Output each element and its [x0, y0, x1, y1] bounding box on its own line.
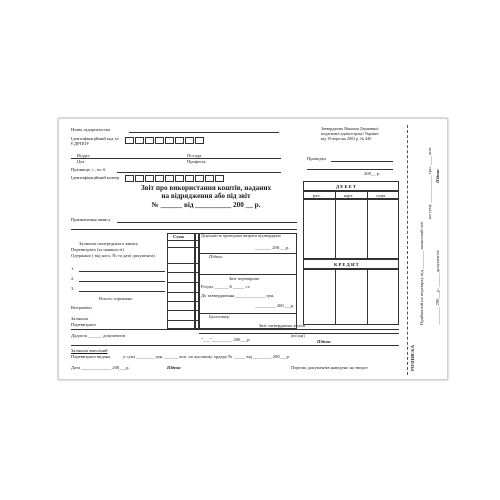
row-line-d — [167, 282, 199, 283]
balance2-label: Залишок — [71, 316, 89, 321]
id-number-label: Ідентифікаційний номер — [71, 175, 119, 180]
debet-title: Д Е Б Е Т — [336, 184, 356, 189]
enterprise-field[interactable] — [129, 132, 279, 133]
position-small: (посада) — [291, 334, 305, 338]
signature-3: Підпис — [167, 365, 182, 370]
row-line-f — [167, 301, 199, 302]
debet-divider-2 — [367, 191, 368, 259]
row-line-h — [167, 320, 199, 321]
row-line-b — [167, 263, 199, 264]
receipt-vertical-3: ________ 200___р. ______ документів — [435, 250, 440, 325]
row-line-a — [167, 247, 199, 248]
credit-body[interactable] — [303, 269, 399, 325]
row-3: 3. — [71, 286, 75, 291]
report-title-line-1: Звіт про використання коштів, наданих — [140, 184, 272, 192]
enterprise-label: Назва підприємства — [71, 127, 110, 132]
posting-label: Проводка — [307, 156, 326, 161]
row-2-field[interactable] — [79, 281, 165, 282]
profession-label: Професія — [187, 159, 206, 164]
debet-header — [303, 181, 399, 191]
purpose-line-2 — [71, 229, 297, 230]
to-approve-line: До затвердження _____________ грн. — [201, 293, 275, 298]
middle-date-1: _______ 200___р. — [255, 245, 290, 250]
receipt-vertical-2: на суму ____________ грн. ____ коп. — [427, 146, 432, 219]
report-title-line-2: на відрядження або під звіт — [161, 192, 251, 200]
approved-line-1: Затверджено Наказом Державної — [321, 126, 379, 131]
debet-col-card: карт. — [344, 193, 354, 198]
debet-body[interactable] — [303, 199, 399, 259]
approved-sum: Звіт затверджено в сумі — [259, 323, 306, 328]
report-checked: Звіт перевірено — [229, 276, 260, 281]
overspent2-label: Перевитрата — [71, 322, 96, 327]
shop-label: Цех — [77, 159, 85, 164]
receipt-vertical-1: Прийнятий на перевірку від ________ авансовий звіт — [419, 221, 424, 325]
purpose-field[interactable] — [117, 222, 297, 223]
middle-date-2: _________ 200___р. — [255, 303, 295, 308]
credit-divider-1 — [335, 269, 336, 325]
overspent-issued: Перевитрата видана — [71, 354, 111, 359]
doc-list-checked: Перелік документів наведено на зворот — [291, 365, 369, 370]
approved-line-2: податкової адміністрації України — [321, 131, 379, 136]
debet-col-sum: сума — [376, 193, 386, 198]
approved-line-3: від 19 вересня 2003 р. № 440 — [321, 136, 372, 141]
spent-label: Витрачено — [71, 305, 92, 310]
received-label: Одержано ( від кого, № та дата документа) — [71, 253, 155, 258]
attachments-label: Додаток ______ документів — [71, 333, 126, 338]
debet-col-account: рах. — [313, 193, 321, 198]
total-received: Всього отримано — [99, 296, 133, 301]
approval-bottom-line — [71, 345, 399, 346]
debet-columns — [303, 191, 399, 199]
signature-2: Підпис — [317, 339, 332, 344]
row-2: 2. — [71, 276, 75, 281]
doc-count-label: Доцільність проведеної витрати підтверджую — [201, 233, 281, 238]
row-line-g — [167, 310, 199, 311]
receipt-signature: Підпис — [435, 168, 440, 183]
approval-top-line — [71, 329, 399, 330]
surname-label: Прізвище, і., по б. — [71, 167, 107, 172]
department-label: Відділ — [77, 153, 90, 158]
expense-report-form — [58, 118, 448, 380]
credit-title: К Р Е Д И Т — [334, 262, 359, 267]
department-field[interactable] — [71, 158, 281, 159]
posting-line-2 — [307, 169, 393, 170]
purpose-label: Призначення авансу — [71, 217, 111, 222]
posting-date: 200__ р. — [364, 171, 381, 176]
balance-deposited: Залишок внесений — [71, 348, 108, 353]
cash-order-line[interactable]: у сумі ________ грн. ______ коп. по касовому ордеру № _____ від ________ 200___р. — [123, 354, 291, 359]
razdil-line: Розділ ______ $ _____ ст. — [201, 284, 251, 289]
middle-line-3 — [199, 313, 297, 314]
surname-field[interactable] — [117, 172, 281, 173]
debet-divider-1 — [335, 191, 336, 259]
credit-header — [303, 259, 399, 269]
signature-1: Підпис — [209, 254, 223, 259]
overspent-label: Перевитрата (за наявності) — [71, 247, 124, 252]
sum-header: Сума — [173, 234, 184, 239]
id-code-label: Ідентифікаційний код за ЄДРПОУ — [71, 136, 119, 146]
approval-date: "___"_________ 200___р. — [201, 337, 251, 342]
row-1-field[interactable] — [79, 271, 165, 272]
balance-label: Залишок попереднього авансу — [79, 241, 139, 246]
tear-line — [407, 125, 408, 375]
row-line-e — [167, 292, 199, 293]
date-label[interactable]: Дата _____________ 200___р. — [71, 365, 130, 370]
middle-line-2 — [199, 274, 297, 275]
report-number-line: № ______ від __________ 200 __ р. — [151, 201, 261, 209]
credit-divider-2 — [367, 269, 368, 325]
receipt-label: РОЗПИСКА — [410, 345, 415, 371]
row-1: 1. — [71, 266, 75, 271]
posting-line-1 — [331, 161, 393, 162]
row-line-c — [167, 272, 199, 273]
accountant-label: Бухгалтер — [209, 314, 230, 319]
row-3-field[interactable] — [79, 291, 165, 292]
position-label: Посада — [187, 153, 202, 158]
sum-header-line — [167, 240, 199, 241]
